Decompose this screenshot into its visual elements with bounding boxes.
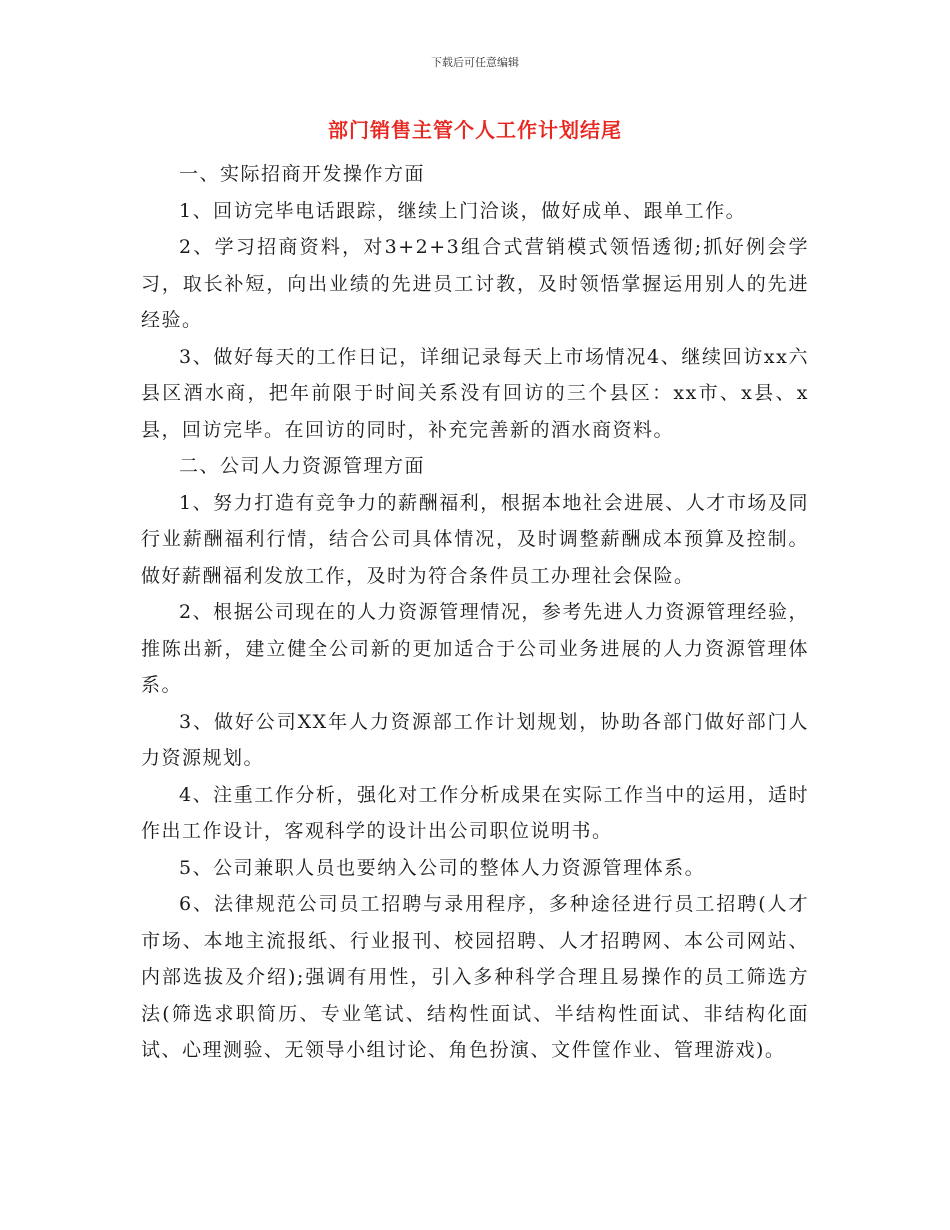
paragraph-item: 6、法律规范公司员工招聘与录用程序，多种途径进行员工招聘(人才市场、本地主流报纸、行业报刊、校园招聘、人才招聘网、本公司网站、内部选拔及介绍);强调有用性，引入多种科学合理且易操作的员工筛选方法(筛选求职简历、专业笔试、结构性面试、半结构性面试、非结构化面试、心理测验、无领导小组讨论、角色扮演、文件筐作业、管理游戏)。 [141,893,809,1061]
paragraph-item: 1、回访完毕电话跟踪，继续上门洽谈，做好成单、跟单工作。 [179,199,747,222]
document-title: 部门销售主管个人工作计划结尾 [328,118,622,142]
document-body [141,156,809,1069]
paragraph-item: 1、努力打造有竞争力的薪酬福利，根据本地社会进展、人才市场及同行业薪酬福利行情，结合公司具体情况，及时调整薪酬成本预算及控制。做好薪酬福利发放工作，及时为符合条件员工办理社会保险。 [141,491,809,587]
paragraph-item: 4、注重工作分析，强化对工作分析成果在实际工作当中的运用，适时作出工作设计，客观科学的设计出公司职位说明书。 [141,783,809,842]
section-heading-1: 一、实际招商开发操作方面 [179,163,426,185]
paragraph-item: 2、根据公司现在的人力资源管理情况，参考先进人力资源管理经验，推陈出新，建立健全公司新的更加适合于公司业务进展的人力资源管理体系。 [141,601,809,696]
paragraph-item: 5、公司兼职人员也要纳入公司的整体人力资源管理体系。 [179,856,706,879]
page-header-note: 下载后可任意编辑 [431,56,519,69]
section-heading-2: 二、公司人力资源管理方面 [179,455,426,477]
paragraph-item: 3、做好公司XX年人力资源部工作计划规划，协助各部门做好部门人力资源规划。 [141,710,809,769]
paragraph-item: 3、做好每天的工作日记，详细记录每天上市场情况4、继续回访xx六县区酒水商，把年前限于时间关系没有回访的三个县区：xx市、x县、x县，回访完毕。在回访的同时，补充完善新的酒水商资料。 [141,345,809,441]
paragraph-item: 2、学习招商资料，对3+2+3组合式营销模式领悟透彻;抓好例会学习，取长补短，向出业绩的先进员工讨教，及时领悟掌握运用别人的先进经验。 [141,236,809,331]
